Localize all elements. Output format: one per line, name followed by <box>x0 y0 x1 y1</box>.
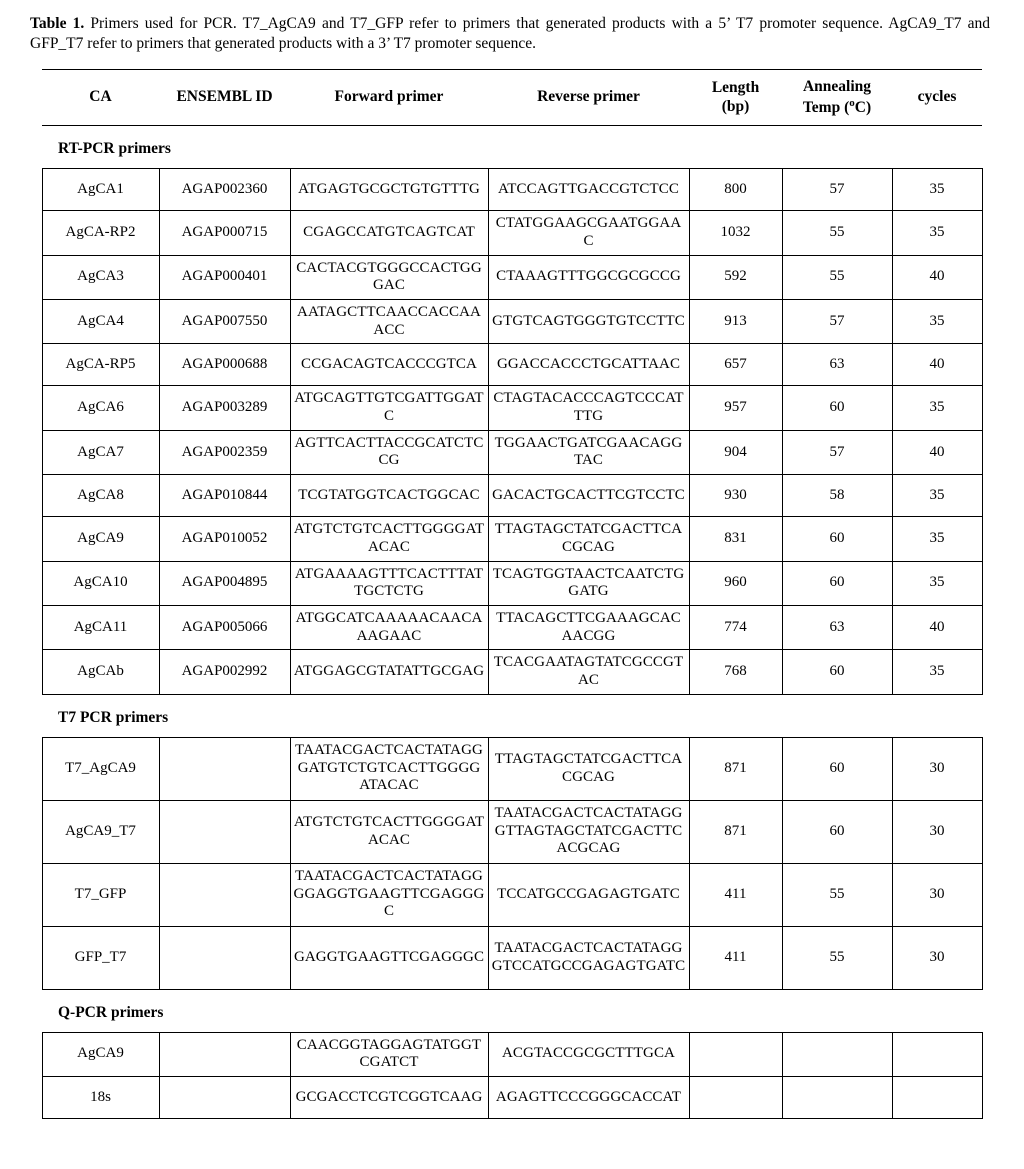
table-row <box>42 475 982 517</box>
table-row <box>42 800 982 863</box>
cell-forward-primer: ATGCAGTTGTCGATTGGATC <box>290 386 488 430</box>
cell-forward-primer: CCGACAGTCACCCGTCA <box>290 344 488 386</box>
section-title-rt-pcr: RT-PCR primers <box>58 140 171 158</box>
table-caption <box>30 14 994 55</box>
cell-temp <box>782 1032 892 1076</box>
cell-ca: AgCA8 <box>42 475 159 517</box>
cell-ca: AgCA4 <box>42 300 159 344</box>
cell-forward-primer: ATGAAAAGTTTCACTTTATTGCTCTG <box>290 561 488 605</box>
cell-ensembl: AGAP000715 <box>159 211 290 255</box>
cell-reverse-primer: CTAAAGTTTGGCGCGCCG <box>488 255 689 299</box>
cell-ensembl <box>159 1077 290 1119</box>
table-row <box>42 386 982 430</box>
cell-forward-primer: ATGGCATCAAAAACAACAAAGAAC <box>290 605 488 649</box>
cell-cycles: 35 <box>892 517 982 561</box>
header-annealing-temp <box>782 69 892 125</box>
cell-length: 871 <box>689 737 782 800</box>
cell-length: 592 <box>689 255 782 299</box>
cell-forward-primer: TCGTATGGTCACTGGCAC <box>290 475 488 517</box>
cell-forward-primer: ATGTCTGTCACTTGGGGATACAC <box>290 517 488 561</box>
cell-forward-primer: ATGGAGCGTATATTGCGAG <box>290 650 488 694</box>
table-row <box>42 169 982 211</box>
cell-reverse-primer: CTATGGAAGCGAATGGAAC <box>488 211 689 255</box>
cell-length: 957 <box>689 386 782 430</box>
cell-cycles: 35 <box>892 386 982 430</box>
cell-length: 960 <box>689 561 782 605</box>
header-length <box>689 69 782 125</box>
header-annealing-line2: Temp ( <box>802 98 850 116</box>
cell-ensembl <box>159 1032 290 1076</box>
cell-length <box>689 1032 782 1076</box>
cell-forward-primer: ATGAGTGCGCTGTGTTTG <box>290 169 488 211</box>
table-row <box>42 300 982 344</box>
cell-forward-primer: GCGACCTCGTCGGTCAAG <box>290 1077 488 1119</box>
cell-ca: T7_AgCA9 <box>42 737 159 800</box>
header-annealing-line3: C) <box>854 98 872 116</box>
cell-reverse-primer: TGGAACTGATCGAACAGGTAC <box>488 430 689 474</box>
cell-temp <box>782 1077 892 1119</box>
cell-ca: AgCA6 <box>42 386 159 430</box>
section-title-q-pcr: Q-PCR primers <box>58 1003 164 1021</box>
cell-ca: AgCA9 <box>42 517 159 561</box>
cell-temp: 63 <box>782 605 892 649</box>
cell-length: 411 <box>689 926 782 989</box>
cell-length: 831 <box>689 517 782 561</box>
cell-temp: 55 <box>782 255 892 299</box>
cell-ensembl: AGAP010844 <box>159 475 290 517</box>
cell-temp: 55 <box>782 211 892 255</box>
cell-ca: AgCA9_T7 <box>42 800 159 863</box>
cell-forward-primer: GAGGTGAAGTTCGAGGGC <box>290 926 488 989</box>
header-length-line2: (bp) <box>721 97 750 115</box>
table-row <box>42 605 982 649</box>
cell-forward-primer: AATAGCTTCAACCACCAAACC <box>290 300 488 344</box>
section-title-t7-pcr: T7 PCR primers <box>58 708 169 726</box>
cell-reverse-primer: TTACAGCTTCGAAAGCACAACGG <box>488 605 689 649</box>
cell-cycles: 30 <box>892 926 982 989</box>
table-header <box>42 69 982 126</box>
cell-length: 411 <box>689 863 782 926</box>
cell-ensembl: AGAP000688 <box>159 344 290 386</box>
cell-reverse-primer: ACGTACCGCGCTTTGCA <box>488 1032 689 1076</box>
table-row <box>42 737 982 800</box>
cell-cycles: 35 <box>892 561 982 605</box>
table-row <box>42 1077 982 1119</box>
cell-length: 904 <box>689 430 782 474</box>
cell-length: 871 <box>689 800 782 863</box>
cell-temp: 57 <box>782 169 892 211</box>
cell-ca: AgCA10 <box>42 561 159 605</box>
cell-reverse-primer: CTAGTACACCCAGTCCCATTTG <box>488 386 689 430</box>
cell-length: 768 <box>689 650 782 694</box>
cell-forward-primer: CAACGGTAGGAGTATGGTCGATCT <box>290 1032 488 1076</box>
table-t7-pcr <box>42 737 983 990</box>
cell-cycles: 35 <box>892 650 982 694</box>
cell-ca: AgCA1 <box>42 169 159 211</box>
cell-ca: AgCA-RP5 <box>42 344 159 386</box>
table-q-pcr <box>42 1032 983 1119</box>
cell-ensembl: AGAP007550 <box>159 300 290 344</box>
cell-length: 800 <box>689 169 782 211</box>
cell-cycles <box>892 1032 982 1076</box>
cell-length: 657 <box>689 344 782 386</box>
cell-length: 930 <box>689 475 782 517</box>
cell-temp: 60 <box>782 561 892 605</box>
cell-reverse-primer: GGACCACCCTGCATTAAC <box>488 344 689 386</box>
cell-ca: AgCA-RP2 <box>42 211 159 255</box>
table-row <box>42 926 982 989</box>
cell-temp: 60 <box>782 517 892 561</box>
cell-ensembl <box>159 800 290 863</box>
cell-length: 913 <box>689 300 782 344</box>
cell-forward-primer: CACTACGTGGGCCACTGGGAC <box>290 255 488 299</box>
cell-length <box>689 1077 782 1119</box>
cell-reverse-primer: TTAGTAGCTATCGACTTCACGCAG <box>488 517 689 561</box>
cell-ca: AgCA11 <box>42 605 159 649</box>
cell-cycles: 40 <box>892 255 982 299</box>
cell-ensembl: AGAP002360 <box>159 169 290 211</box>
cell-reverse-primer: GTGTCAGTGGGTGTCCTTC <box>488 300 689 344</box>
cell-ca: T7_GFP <box>42 863 159 926</box>
cell-forward-primer: CGAGCCATGTCAGTCAT <box>290 211 488 255</box>
cell-ca: 18s <box>42 1077 159 1119</box>
cell-cycles: 40 <box>892 430 982 474</box>
cell-temp: 60 <box>782 737 892 800</box>
cell-cycles: 35 <box>892 169 982 211</box>
table-row <box>42 255 982 299</box>
cell-cycles: 30 <box>892 737 982 800</box>
cell-cycles <box>892 1077 982 1119</box>
cell-temp: 57 <box>782 300 892 344</box>
cell-reverse-primer: GACACTGCACTTCGTCCTC <box>488 475 689 517</box>
cell-cycles: 30 <box>892 863 982 926</box>
cell-reverse-primer: TTAGTAGCTATCGACTTCACGCAG <box>488 737 689 800</box>
cell-reverse-primer: TCCATGCCGAGAGTGATC <box>488 863 689 926</box>
cell-ensembl: AGAP010052 <box>159 517 290 561</box>
cell-length: 1032 <box>689 211 782 255</box>
header-ensembl: ENSEMBL ID <box>159 69 290 125</box>
table-row <box>42 344 982 386</box>
cell-forward-primer: TAATACGACTCACTATAGGGATGTCTGTCACTTGGGGATACAC <box>290 737 488 800</box>
cell-ca: AgCA3 <box>42 255 159 299</box>
header-length-line1: Length <box>711 78 760 96</box>
cell-ensembl: AGAP005066 <box>159 605 290 649</box>
cell-cycles: 30 <box>892 800 982 863</box>
header-cycles: cycles <box>892 69 982 125</box>
cell-temp: 63 <box>782 344 892 386</box>
table-row <box>42 650 982 694</box>
cell-ensembl <box>159 737 290 800</box>
cell-reverse-primer: TCAGTGGTAACTCAATCTGGATG <box>488 561 689 605</box>
header-reverse-primer: Reverse primer <box>488 69 689 125</box>
table-row <box>42 561 982 605</box>
cell-ca: AgCA9 <box>42 1032 159 1076</box>
header-row <box>42 69 982 125</box>
cell-temp: 58 <box>782 475 892 517</box>
cell-reverse-primer: TCACGAATAGTATCGCCGTAC <box>488 650 689 694</box>
table-row <box>42 517 982 561</box>
cell-reverse-primer: TAATACGACTCACTATAGGGTCCATGCCGAGAGTGATC <box>488 926 689 989</box>
table-row <box>42 1032 982 1076</box>
cell-temp: 60 <box>782 800 892 863</box>
cell-ca: AgCAb <box>42 650 159 694</box>
cell-cycles: 40 <box>892 344 982 386</box>
cell-temp: 60 <box>782 650 892 694</box>
caption-label: Table 1. <box>30 15 85 32</box>
header-annealing-line1: Annealing <box>802 77 872 95</box>
table-rt-pcr <box>42 168 983 694</box>
cell-forward-primer: ATGTCTGTCACTTGGGGATACAC <box>290 800 488 863</box>
caption-text: Primers used for PCR. T7_AgCA9 and T7_GFP refer to primers that generated products with a 5’ T7 promoter sequence. AgCA9_T7 and GFP_T7 refer to primers that generated products with a 3’ T7 promoter sequence. <box>30 15 990 53</box>
cell-ensembl: AGAP000401 <box>159 255 290 299</box>
cell-ensembl: AGAP004895 <box>159 561 290 605</box>
degree-symbol: o <box>849 96 855 109</box>
cell-reverse-primer: ATCCAGTTGACCGTCTCC <box>488 169 689 211</box>
cell-temp: 55 <box>782 863 892 926</box>
table-row <box>42 863 982 926</box>
cell-forward-primer: AGTTCACTTACCGCATCTCCG <box>290 430 488 474</box>
cell-temp: 55 <box>782 926 892 989</box>
cell-ensembl <box>159 863 290 926</box>
cell-cycles: 35 <box>892 475 982 517</box>
header-ca: CA <box>42 69 159 125</box>
cell-cycles: 35 <box>892 211 982 255</box>
cell-reverse-primer: AGAGTTCCCGGGCACCAT <box>488 1077 689 1119</box>
table-row <box>42 430 982 474</box>
cell-ca: AgCA7 <box>42 430 159 474</box>
cell-ensembl <box>159 926 290 989</box>
cell-temp: 57 <box>782 430 892 474</box>
header-forward-primer: Forward primer <box>290 69 488 125</box>
cell-ensembl: AGAP002992 <box>159 650 290 694</box>
table-row <box>42 211 982 255</box>
cell-reverse-primer: TAATACGACTCACTATAGGGTTAGTAGCTATCGACTTCACGCAG <box>488 800 689 863</box>
cell-temp: 60 <box>782 386 892 430</box>
cell-forward-primer: TAATACGACTCACTATAGGGGAGGTGAAGTTCGAGGGC <box>290 863 488 926</box>
cell-cycles: 35 <box>892 300 982 344</box>
cell-ensembl: AGAP003289 <box>159 386 290 430</box>
cell-length: 774 <box>689 605 782 649</box>
cell-ca: GFP_T7 <box>42 926 159 989</box>
cell-ensembl: AGAP002359 <box>159 430 290 474</box>
cell-cycles: 40 <box>892 605 982 649</box>
